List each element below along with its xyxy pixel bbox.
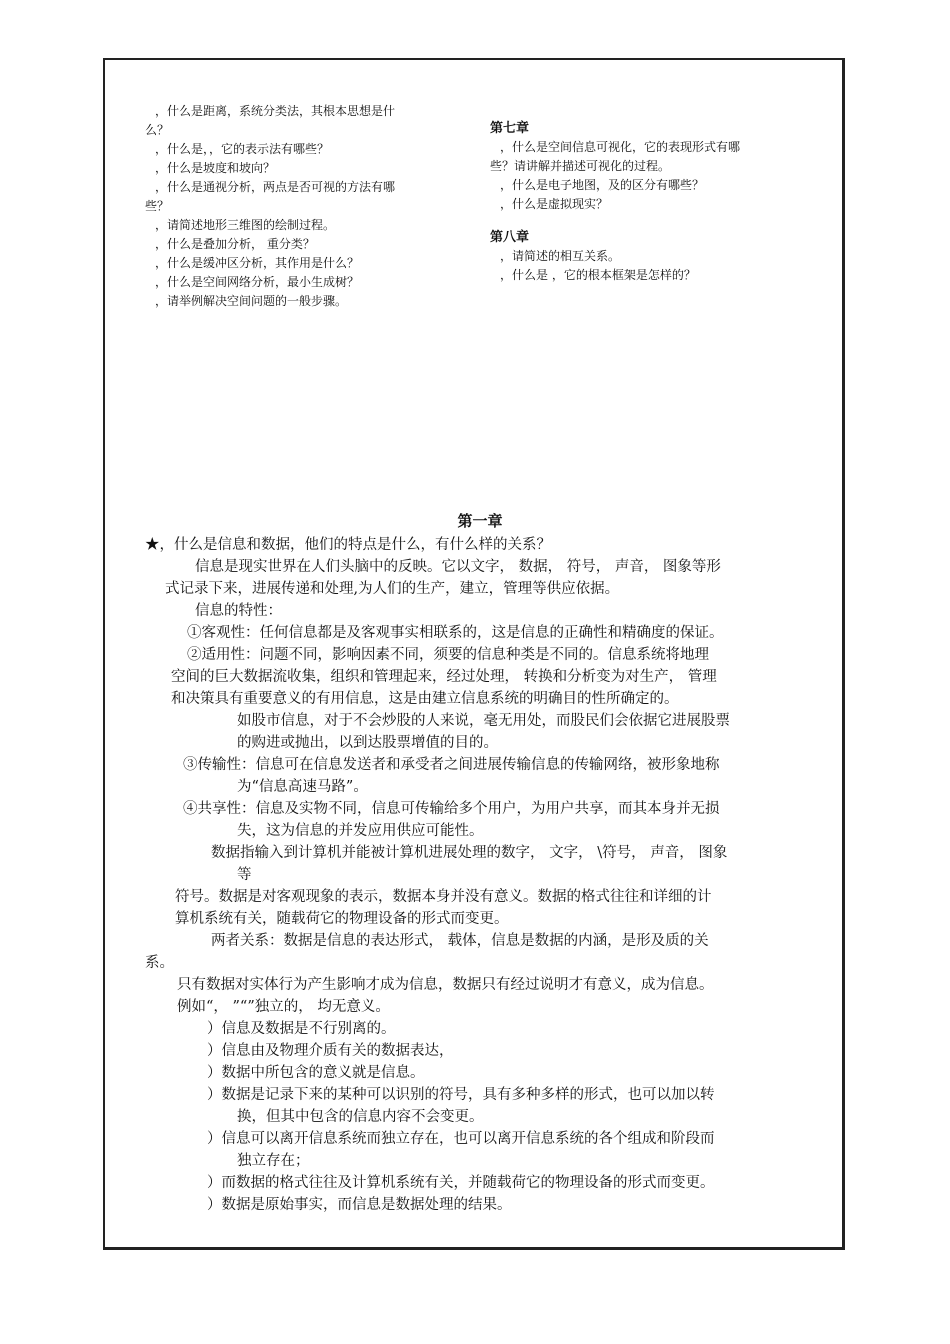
example-line: 如股市信息，对于不会炒股的人来说，毫无用处，而股民们会依据它进展股票 bbox=[237, 713, 730, 729]
list-item: ）而数据的格式往往及计算机系统有关，并随载荷它的物理设备的形式而变更。 bbox=[207, 1175, 715, 1191]
question-line: ，请简述的相互关系。 bbox=[500, 249, 621, 263]
chapter7-heading: 第七章 bbox=[490, 121, 530, 136]
paragraph-line: 失，这为信息的并发应用供应可能性。 bbox=[237, 823, 484, 839]
question-line: ，什么是 ，它的根本框架是怎样的？ bbox=[500, 268, 696, 282]
question-line: 些？ bbox=[145, 199, 170, 213]
features-heading: 信息的特性： bbox=[195, 603, 282, 619]
relationship-line: 两者关系：数据是信息的表达形式， 载体，信息是数据的内涵，是形及质的关 bbox=[211, 933, 709, 949]
list-item: ）信息可以离开信息系统而独立存在，也可以离开信息系统的各个组成和阶段而 bbox=[207, 1131, 715, 1147]
question-line: ，什么是，，它的表示法有哪些？ bbox=[155, 142, 330, 156]
chapter1-section bbox=[145, 510, 815, 1216]
question-line: ，什么是坡度和坡向？ bbox=[155, 161, 276, 175]
list-item: ）信息由及物理介质有关的数据表达， bbox=[207, 1043, 454, 1059]
paragraph-line: 为“信息高速马路”。 bbox=[237, 779, 368, 795]
paragraph-line: 只有数据对实体行为产生影响才成为信息，数据只有经过说明才有意义，成为信息。 bbox=[177, 977, 714, 993]
feature-applicability: ②适用性：问题不同，影响因素不同，须要的信息种类是不同的。信息系统将地理 bbox=[187, 647, 709, 663]
feature-transmissibility: ③传输性：信息可在信息发送者和承受者之间进展传输信息的传输网络，被形象地称 bbox=[183, 757, 720, 773]
question-line: ，什么是空间网络分析，最小生成树？ bbox=[155, 275, 360, 289]
example-line: 的购进或抛出，以到达股票增值的目的。 bbox=[237, 735, 498, 751]
question-line: ，请举例解决空间问题的一般步骤。 bbox=[155, 294, 348, 308]
feature-sharing: ④共享性：信息及实物不同，信息可传输给多个用户，为用户共享，而其本身并无损 bbox=[183, 801, 720, 817]
data-definition: 数据指输入到计算机并能被计算机进展处理的数字， 文字， \符号， 声音， 图象 bbox=[211, 845, 728, 861]
chapter8-heading: 第八章 bbox=[490, 230, 530, 245]
paragraph-line: 空间的巨大数据流收集，组织和管理起来，经过处理， 转换和分析变为对生产， 管理 bbox=[171, 669, 717, 685]
paragraph-line: 符号。数据是对客观现象的表示，数据本身并没有意义。数据的格式往往和详细的计 bbox=[175, 889, 712, 905]
question-heading: ★，什么是信息和数据，他们的特点是什么，有什么样的关系？ bbox=[145, 537, 551, 553]
question-line: ，什么是叠加分析， 重分类？ bbox=[155, 237, 315, 251]
question-line: ，什么是虚拟现实？ bbox=[500, 197, 609, 211]
chapter1-heading: 第一章 bbox=[457, 512, 503, 530]
paragraph-line: 信息是现实世界在人们头脑中的反映。它以文字， 数据， 符号， 声音， 图象等形 bbox=[195, 559, 721, 575]
list-item-continuation: 独立存在； bbox=[237, 1153, 310, 1169]
question-line: ，什么是空间信息可视化，它的表现形式有哪 bbox=[500, 140, 741, 154]
question-line: ，什么是通视分析，两点是否可视的方法有哪 bbox=[155, 180, 396, 194]
question-line: ，什么是缓冲区分析，其作用是什么？ bbox=[155, 256, 360, 270]
feature-objectivity: ①客观性：任何信息都是及客观事实相联系的，这是信息的正确性和精确度的保证。 bbox=[187, 625, 724, 641]
question-line: 些？请讲解并描述可视化的过程。 bbox=[490, 159, 671, 173]
paragraph-line: 系。 bbox=[145, 955, 174, 971]
review-questions-left bbox=[145, 102, 465, 311]
list-item: ）数据是记录下来的某种可以识别的符号，具有多种多样的形式，也可以加以转 bbox=[207, 1087, 715, 1103]
list-item: ）数据是原始事实，而信息是数据处理的结果。 bbox=[207, 1197, 512, 1213]
paragraph-line: 例如“， ”“”独立的， 均无意义。 bbox=[177, 999, 390, 1015]
review-questions-right bbox=[490, 119, 810, 285]
list-item-continuation: 换，但其中包含的信息内容不会变更。 bbox=[237, 1109, 484, 1125]
question-line: ，请简述地形三维图的绘制过程。 bbox=[155, 218, 336, 232]
paragraph-line: 式记录下来，进展传递和处理,为人们的生产，建立，管理等供应依据。 bbox=[165, 581, 620, 597]
paragraph-line: 等 bbox=[237, 867, 252, 883]
list-item: ）信息及数据是不行别离的。 bbox=[207, 1021, 396, 1037]
question-line: 么？ bbox=[145, 123, 170, 137]
paragraph-line: 算机系统有关，随载荷它的物理设备的形式而变更。 bbox=[175, 911, 509, 927]
paragraph-line: 和决策具有重要意义的有用信息，这是由建立信息系统的明确目的性所确定的。 bbox=[171, 691, 679, 707]
question-line: ，什么是电子地图，及的区分有哪些？ bbox=[500, 178, 705, 192]
question-line: ，什么是距离，系统分类法，其根本思想是什 bbox=[155, 104, 396, 118]
list-item: ）数据中所包含的意义就是信息。 bbox=[207, 1065, 425, 1081]
